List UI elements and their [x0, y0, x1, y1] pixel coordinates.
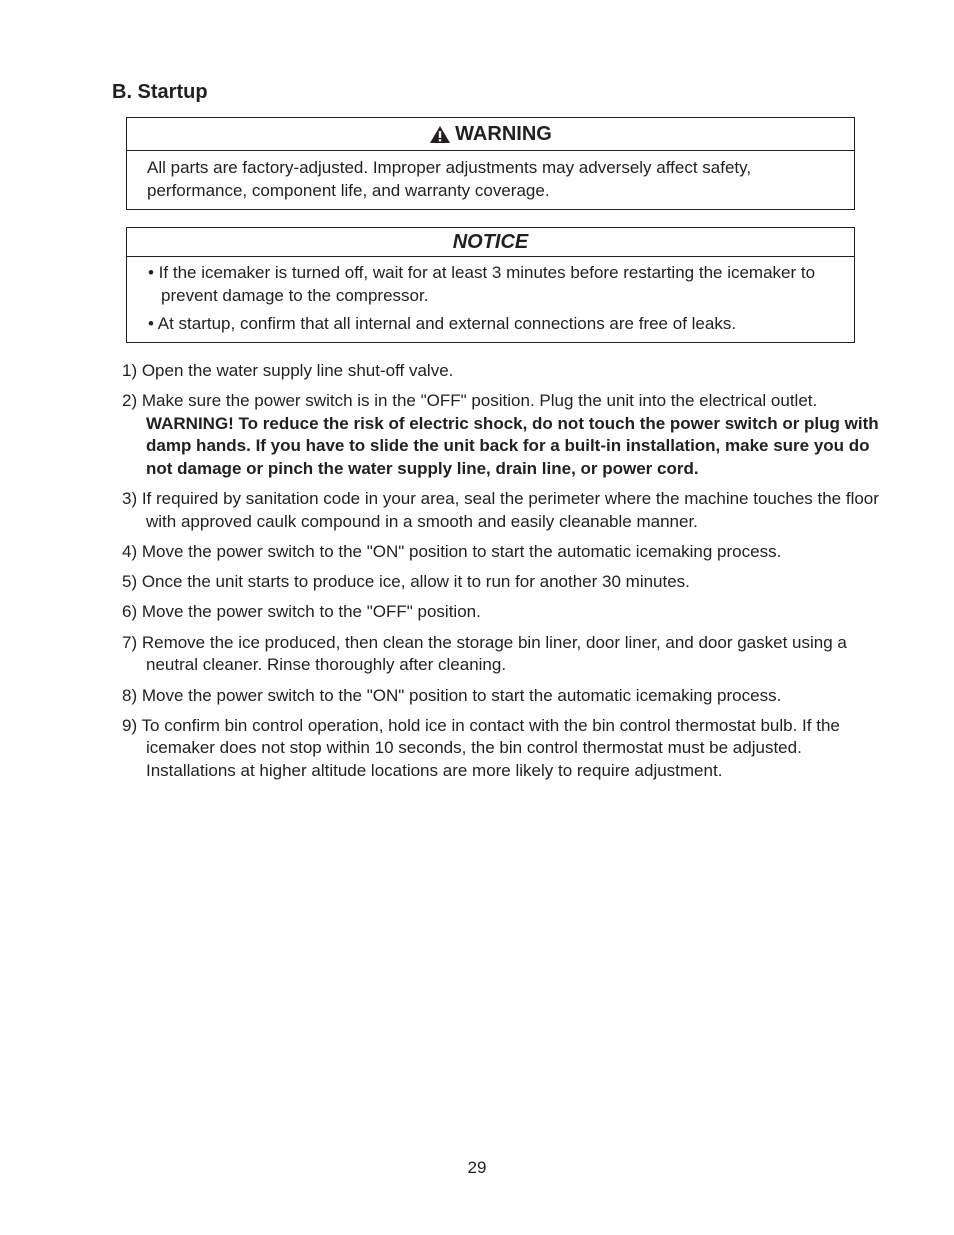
- step-warning-text: WARNING! To reduce the risk of electric shock, do not touch the power switch or plug with damp hands. If you have to slide the unit back for a built-in installation, make sure you do not damage or pinch the water supply line, drain line, or power cord.: [146, 413, 879, 478]
- page-number: 29: [467, 1158, 487, 1177]
- notice-item: • At startup, confirm that all internal and external connections are free of leaks.: [148, 314, 737, 333]
- step-item: [122, 601, 882, 624]
- step-text: 2) Make sure the power switch is in the "OFF" position. Plug the unit into the electrical outlet.: [122, 391, 818, 411]
- notice-item: • If the icemaker is turned off, wait for at least 3 minutes before restarting the icemaker to prevent damage to the compressor.: [148, 263, 816, 305]
- notice-body: [127, 257, 854, 336]
- notice-header: [127, 228, 854, 257]
- step-text: 9) To confirm bin control operation, hold ice in contact with the bin control thermostat bulb. If the icemaker does not stop within 10 seconds, the bin control thermostat must be adjusted. Installations at higher altitude locations are more likely to require adjustment.: [122, 715, 840, 780]
- warning-triangle-icon: [429, 125, 451, 144]
- section-title: B. Startup: [112, 81, 208, 103]
- step-item: [122, 488, 882, 533]
- step-text: 7) Remove the ice produced, then clean the storage bin liner, door liner, and door gasket using a neutral cleaner. Rinse thoroughly after cleaning.: [122, 632, 847, 675]
- warning-text: All parts are factory-adjusted. Improper adjustments may adversely affect safety, performance, component life, and warranty coverage.: [147, 158, 752, 200]
- step-text: 5) Once the unit starts to produce ice, allow it to run for another 30 minutes.: [122, 572, 690, 592]
- step-text: 1) Open the water supply line shut-off valve.: [122, 361, 454, 380]
- step-text: 3) If required by sanitation code in your area, seal the perimeter where the machine touches the floor with approved caulk compound in a smooth and easily cleanable manner.: [122, 489, 879, 531]
- step-item: [122, 541, 882, 564]
- step-text: 4) Move the power switch to the "ON" position to start the automatic icemaking process.: [122, 541, 782, 561]
- notice-box: [126, 227, 855, 343]
- warning-box: [126, 117, 855, 210]
- step-item: [122, 360, 882, 383]
- step-item: [122, 685, 882, 708]
- step-item: [122, 715, 882, 783]
- step-text: 8) Move the power switch to the "ON" position to start the automatic icemaking process.: [122, 685, 782, 705]
- step-text: 6) Move the power switch to the "OFF" position.: [122, 602, 481, 622]
- step-item: [122, 571, 882, 594]
- warning-title: WARNING: [455, 122, 552, 145]
- step-item: [122, 632, 882, 677]
- startup-steps-list: [122, 360, 882, 790]
- notice-title: NOTICE: [452, 230, 529, 253]
- step-item: [122, 390, 882, 480]
- warning-header: [127, 118, 854, 151]
